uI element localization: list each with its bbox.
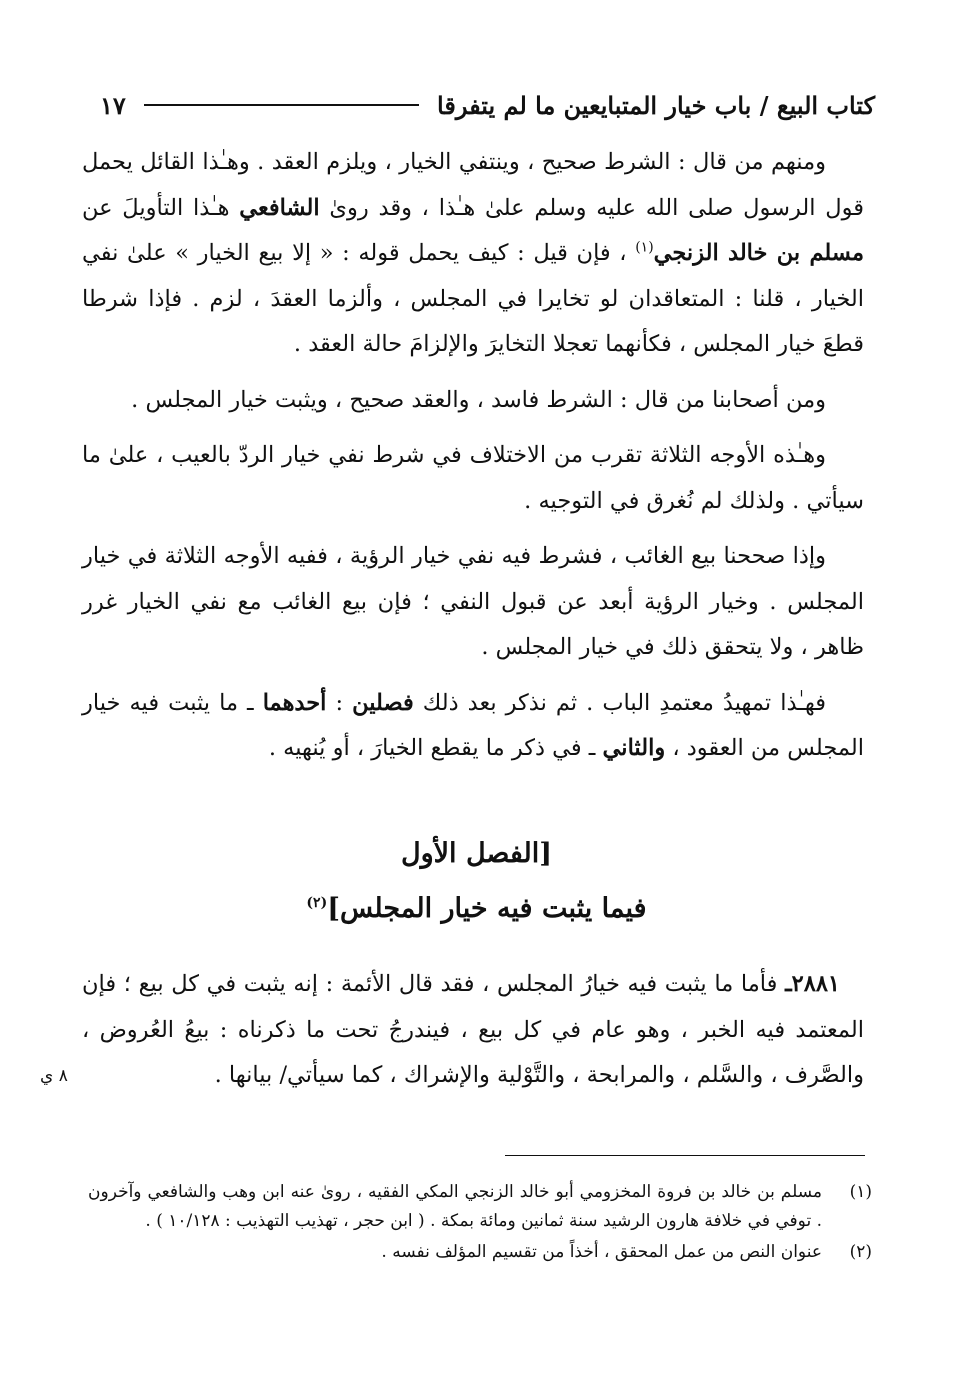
header-rule: [144, 104, 419, 106]
p5-part-e: ـ ما يثبت فيه خيار المجلس من العقود ،: [82, 689, 864, 761]
footnote-text: مسلم بن خالد بن فروة المخزومي أبو خالد الزنجي المكي الفقيه ، روىٰ عنه ابن وهب والشافعي وآخرون . توفي في خلافة هارون الرشيد سنة ثمانين ومائة بمكة . ( ابن حجر ، تهذيب التهذيب : ١٠/١٢٨ ) .: [88, 1182, 822, 1231]
footnote-2: [88, 1238, 872, 1267]
paragraph-2881: [82, 962, 864, 1109]
footnote-ref-2[interactable]: (٢): [306, 895, 328, 911]
paragraph-2881-text: [82, 962, 864, 1099]
section-subtitle-text: فيما يثبت فيه خيار المجلس]: [327, 893, 647, 924]
manuscript-margin-note: ٨ ي: [40, 1066, 68, 1086]
footnote-text: عنوان النص من عمل المحقق ، أخذاً من تقسيم المؤلف نفسه .: [381, 1242, 822, 1262]
p1-part-a: ومنهم من قال : الشرط صحيح ، وينتفي الخيار ، ويلزم العقد . وهـٰذا القائل يحمل قول الرسول صلى الله عليه وسلم علىٰ هـٰذا ، وقد روىٰ: [82, 149, 864, 221]
paragraph-5: [82, 681, 864, 772]
p1-part-c: هـٰذا التأويلَ عن: [82, 194, 240, 221]
p1-bold-shafii: الشافعي: [239, 194, 320, 221]
footnote-number: (٢): [849, 1242, 872, 1262]
paragraph-number: ٢٨٨١ـ: [785, 971, 840, 997]
p5-part-a: فهـٰذا تمهيدُ معتمدِ الباب . ثم نذكر بعد ذلك: [413, 689, 826, 716]
running-header: [100, 85, 875, 125]
p1-part-f: ، فإن قيل : كيف يحمل قوله : « إلا بيع الخيار » علىٰ نفي الخيار ، قلنا : المتعاقدان لو تخايرا في المجلس ، وألزما العقدَ ، لزم . فإذا شرطا قطعَ خيار المجلس ، فكأنهما تعجلا التخايرَ والإلزامَ حالة العقد .: [82, 240, 864, 357]
p1-bold-muslim: مسلم بن خالد الزنجي: [653, 240, 864, 266]
header-title: كتاب البيع / باب خيار المتبايعين ما لم يتفرقا: [437, 90, 875, 120]
paragraph-2: ومن أصحابنا من قال : الشرط فاسد ، والعقد صحيح ، ويثبت خيار المجلس .: [131, 386, 826, 413]
paragraph-1: [82, 140, 864, 368]
footnotes: [88, 1178, 872, 1269]
footnote-1: [88, 1178, 872, 1236]
section-subtitle: [0, 893, 953, 924]
p5-part-c: :: [326, 689, 353, 716]
p5-bold-ahaduhuma: أحدهما: [262, 689, 327, 716]
paragraph-4: وإذا صححنا بيع الغائب ، فشرط فيه نفي خيار الرؤية ، ففيه الأوجه الثلاثة في خيار المجلس . وخيار الرؤية أبعد عن قبول النفي ؛ فإن بيع الغائب مع نفي الخيار غرر ظاهر ، ولا يتحقق ذلك في خيار المجلس .: [82, 543, 864, 660]
p5-part-g: ـ في ذكر ما يقطع الخيارَ ، أو يُنهيه .: [268, 735, 603, 761]
paragraph-3: وهـٰذه الأوجه الثلاثة تقرب من الاختلاف في شرط نفي خيار الردّ بالعيب ، علىٰ ما سيأتي . ولذلك لم نُغرق في التوجيه .: [82, 442, 864, 514]
p5-bold-fasleen: فصلين: [352, 689, 414, 716]
footnote-number: (١): [849, 1182, 872, 1202]
footnote-divider: [505, 1155, 865, 1156]
page-number: ١٧: [100, 90, 126, 120]
paragraph-2881-body: فأما ما يثبت فيه خيارُ المجلس ، فقد قال الأئمة : إنه يثبت في كل بيع ؛ فإن المعتمد فيه الخبر ، وهو عام في كل بيع ، فيندرجُ تحت ما ذكرناه : بيعُ العُروض ، والصَّرف ، والسَّلم ، والمرابحة ، والتَّوْلية والإشراك ، كما سيأتي/ بيانها .: [82, 971, 864, 1088]
p5-bold-thani: والثاني: [602, 735, 666, 761]
section-title: [الفصل الأول: [401, 838, 552, 869]
footnote-ref-1[interactable]: (١): [635, 239, 654, 256]
main-text: [82, 140, 864, 782]
